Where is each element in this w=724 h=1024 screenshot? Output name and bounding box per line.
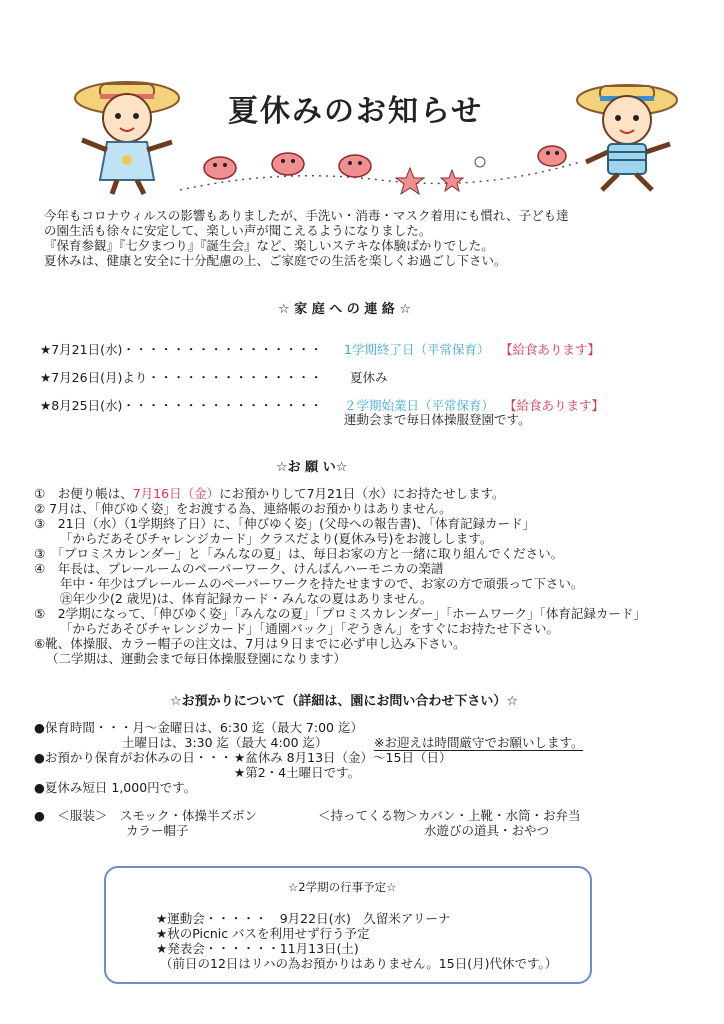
care-fee: ●夏休み短日 1,000円です。 (34, 780, 197, 795)
care-clothing-hat: カラー帽子 (126, 823, 189, 838)
contact-row-2-event: 夏休み (350, 370, 388, 385)
request-line-3: ③ 21日（水）（1学期終了日）に、「伸びゆく姿」(父母への報告書)、「体育記録カード」 (34, 516, 536, 531)
care-hours-weekday: ●保育時間・・・月～金曜日は、6:30 迄（最大 7:00 迄） (34, 720, 363, 735)
request-line-8: ㊟年少少(2 歳児)は、体育記録カード・みんなの夏はありません。 (60, 591, 433, 606)
beach-decoration (180, 138, 580, 200)
event-sports-day: ★運動会・・・・・ 9月22日(水) 久留米アリーナ (156, 911, 451, 926)
request-line-4: 「からだあそびチャレンジカード」クラスだより(夏休み号)をお渡しします。 (60, 531, 493, 546)
contact-row-3-note: 【給食あります】 (504, 398, 605, 413)
care-hours-saturday: 土曜日は、3:30 迄（最大 4:00 迄） (122, 735, 328, 750)
request-line-1-a: ① お便り帳は、 (34, 486, 133, 501)
care-pickup-note: ※お迎えは時間厳守でお願いします。 (374, 735, 584, 750)
request-line-2: ② 7月は、「伸びゆく姿」をお渡する為、連絡帳のお預かりはありません。 (34, 501, 452, 516)
shell-icon (475, 157, 485, 167)
contact-row-3-date: ★8月25日(水)・・・・・・・・・・・・・・・・ (40, 398, 323, 413)
request-line-1-b: にお預かりして7月21日（水）にお持たせします。 (219, 486, 505, 501)
request-line-11: ⑥靴、体操服、カラー帽子の注文は、7月は９日までに必ず申し込み下さい。 (34, 636, 466, 651)
contact-row-1-event: 1学期終了日（平常保育） (344, 342, 490, 357)
event-recital: ★発表会・・・・・・11月13日(土) (156, 941, 359, 956)
request-line-6: ④ 年長は、プレールームのペーパーワーク、けんばんハーモニカの楽譜 (34, 561, 444, 576)
request-line-7: 年中・年少はプレールームのペーパーワークを持たせますので、お家の方で頑張って下さい。 (60, 576, 584, 591)
intro-line-4: 夏休みは、健康と安全に十分配慮の上、ご家庭での生活を楽しくお過ごし下さい。 (44, 253, 507, 268)
crab-icon (204, 146, 566, 179)
girl-illustration (72, 70, 182, 200)
requests-heading: ☆お 願 い☆ (276, 460, 348, 475)
care-clothing: ● ＜服装＞ スモック・体操半ズボン (34, 808, 258, 823)
request-line-12: （二学期は、運動会まで毎日体操服登園になります） (46, 651, 347, 666)
contact-row-1-date: ★7月21日(水)・・・・・・・・・・・・・・・・ (40, 342, 323, 357)
contact-row-3-sub: 運動会まで毎日体操服登園です。 (344, 412, 531, 427)
starfish-icon (396, 168, 463, 194)
event-picnic: ★秋のPicnic バスを利用せず行う予定 (156, 926, 370, 941)
request-line-1-date: 7月16日（金） (132, 486, 220, 501)
contact-heading: ☆ 家 庭 へ の 連 絡 ☆ (278, 302, 411, 317)
contact-row-3-event: ２学期始業日（平常保育） (344, 398, 495, 413)
care-bring-items-2: 水遊びの道具・おやつ (424, 823, 550, 838)
intro-line-1: 今年もコロナウィルスの影響もありましたが、手洗い・消毒・マスク着用にも慣れ、子ども達 (44, 208, 569, 223)
event-recital-note: （前日の12日はリハの為お預かりはありません。15日(月)代休です。） (160, 956, 558, 971)
request-line-1 (34, 486, 504, 501)
request-line-5: ③ 「プロミスカレンダー」と「みんなの夏」は、毎日お家の方と一緒に取り組んでください。 (34, 546, 564, 561)
request-line-9: ⑤ 2学期になって、「伸びゆく姿」「みんなの夏」「プロミスカレンダー」「ホームワーク」「体育記録カード」 (34, 606, 646, 621)
events-heading: ☆2学期の行事予定☆ (288, 880, 397, 894)
intro-line-3: 『保育参観』『七夕まつり』『誕生会』など、楽しいステキな体験ばかりでした。 (44, 238, 494, 253)
page-title: 夏休みのお知らせ (228, 94, 484, 129)
boy-illustration (572, 72, 682, 196)
contact-row-2-date: ★7月26日(月)より・・・・・・・・・・・・・・ (40, 370, 323, 385)
request-line-10: 「からだあそびチャレンジカード」「通園バック」「ぞうきん」をすぐにお持たせ下さい。 (60, 621, 560, 636)
care-closed-obon: ★盆休み 8月13日（金）～15日（日） (234, 750, 452, 765)
care-heading: ☆お預かりについて（詳細は、園にお問い合わせ下さい）☆ (170, 694, 519, 709)
care-closed-label: ●お預かり保育がお休みの日・・・ (34, 750, 233, 765)
contact-row-1-note: 【給食あります】 (500, 342, 601, 357)
care-closed-saturdays: ★第2・4土曜日です。 (234, 765, 361, 780)
intro-line-2: の園生活も徐々に安定して、楽しい声が聞こえるようになりました。 (44, 223, 432, 238)
care-bring-items: ＜持ってくる物＞カバン・上靴・水筒・お弁当 (318, 808, 581, 823)
